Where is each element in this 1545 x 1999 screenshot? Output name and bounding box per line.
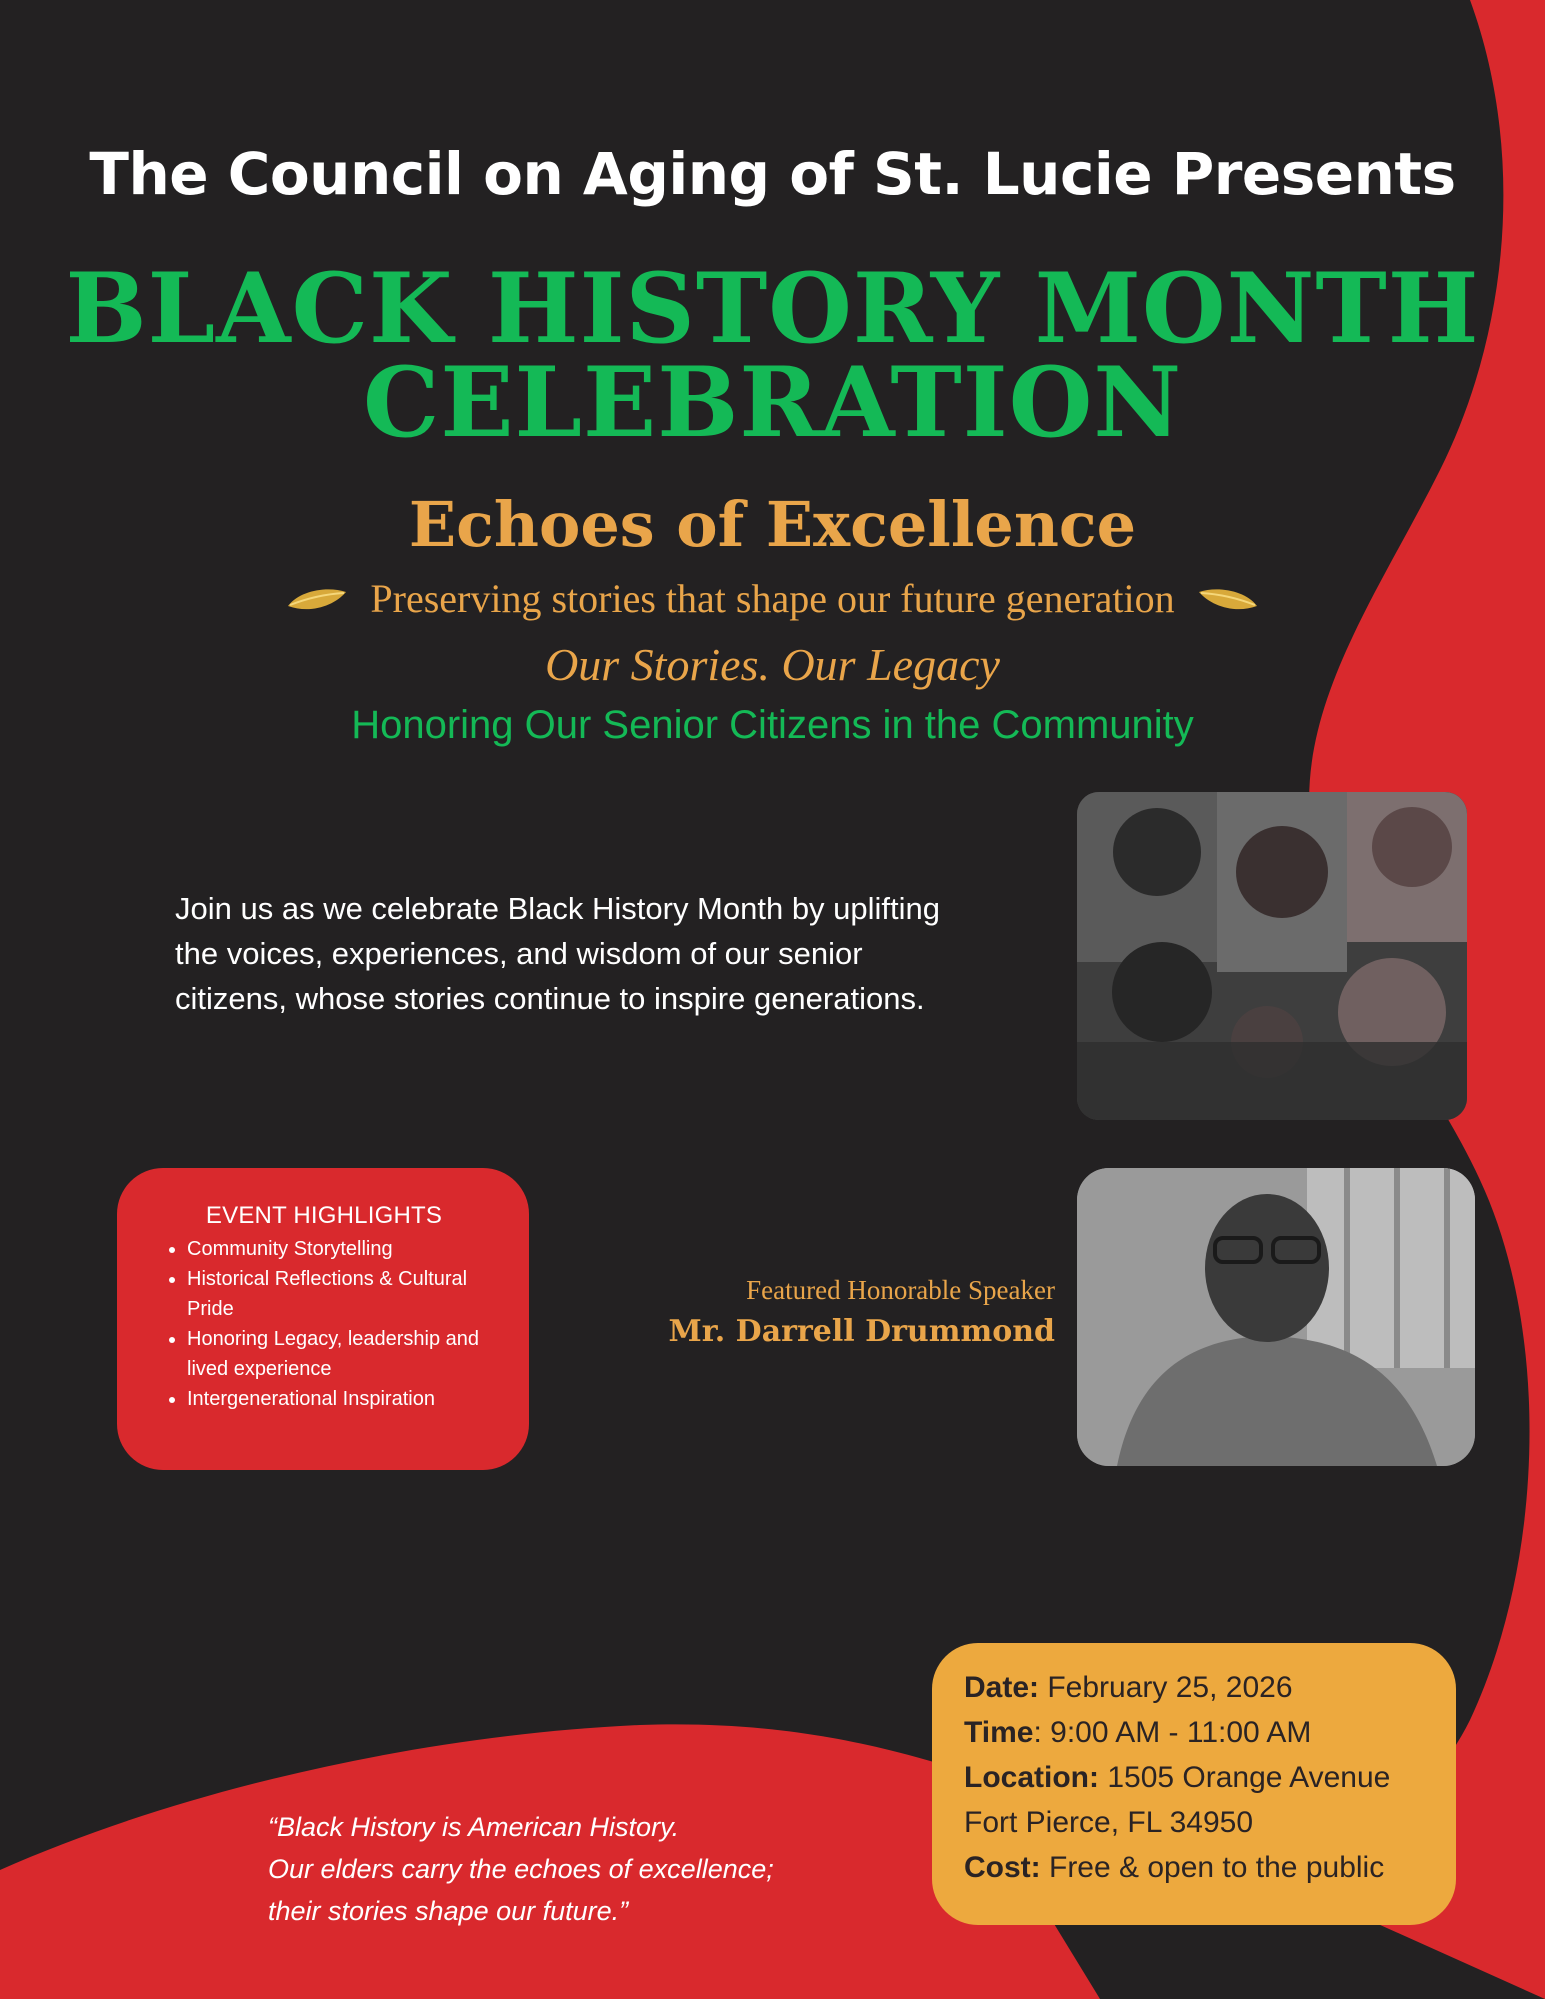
speaker-photo: [1077, 1168, 1475, 1466]
quote-line: their stories shape our future.”: [268, 1896, 629, 1926]
legacy-line: Our Stories. Our Legacy: [545, 639, 1000, 690]
date-row: [964, 1665, 1426, 1710]
intro-paragraph: [175, 886, 1035, 1021]
location-row: [964, 1755, 1426, 1800]
highlight-item: • Honoring Legacy, leadership and lived experience: [187, 1324, 509, 1384]
location-line2: Fort Pierce, FL 34950: [964, 1806, 1254, 1839]
cost-label: Cost:: [964, 1851, 1041, 1884]
tagline: Preserving stories that shape our future generation: [370, 576, 1175, 621]
theme-title: Echoes of Excellence: [408, 488, 1137, 561]
historical-figures-collage: [1077, 792, 1467, 1120]
event-title: [0, 252, 1545, 459]
highlights-list: [139, 1234, 509, 1414]
quote-line: Our elders carry the echoes of excellence;: [268, 1854, 774, 1884]
speaker-label: Featured Honorable Speaker: [746, 1275, 1055, 1305]
intro-line: citizens, whose stories continue to inspire generations.: [175, 981, 925, 1016]
event-title-line2: CELEBRATION: [362, 346, 1183, 459]
time-label: Time: [964, 1716, 1034, 1749]
event-details-card: [932, 1643, 1456, 1925]
speaker-image: [1077, 1168, 1475, 1466]
time-row: [964, 1710, 1426, 1755]
time-value: : 9:00 AM - 11:00 AM: [1033, 1716, 1312, 1749]
intro-line: the voices, experiences, and wisdom of our senior: [175, 936, 863, 971]
speaker-name: Mr. Darrell Drummond: [668, 1314, 1055, 1349]
collage-image: [1077, 792, 1467, 1120]
location-label: Location:: [964, 1761, 1099, 1794]
date-label: Date:: [964, 1671, 1040, 1704]
gold-leaf-right-icon: [1197, 584, 1259, 614]
date-value: February 25, 2026: [1039, 1671, 1293, 1704]
closing-quote: [268, 1806, 828, 1932]
intro-line: Join us as we celebrate Black History Month by uplifting: [175, 891, 941, 926]
highlight-item: • Historical Reflections & Cultural Pride: [187, 1264, 509, 1324]
highlight-item: • Intergenerational Inspiration: [187, 1384, 509, 1414]
cost-value: Free & open to the public: [1040, 1851, 1385, 1884]
event-highlights-card: [117, 1168, 529, 1470]
gold-leaf-left-icon: [286, 584, 348, 614]
highlights-title: EVENT HIGHLIGHTS: [205, 1202, 443, 1229]
location-value: 1505 Orange Avenue: [1099, 1761, 1391, 1794]
honoring-line: Honoring Our Senior Citizens in the Community: [351, 703, 1194, 747]
tagline-row: [0, 575, 1545, 622]
quote-line: “Black History is American History.: [268, 1812, 680, 1842]
highlight-item: • Community Storytelling: [187, 1234, 509, 1264]
event-title-line1: BLACK HISTORY MONTH: [65, 252, 1480, 365]
presenter-line: The Council on Aging of St. Lucie Presents: [89, 140, 1456, 208]
cost-row: [964, 1845, 1426, 1890]
